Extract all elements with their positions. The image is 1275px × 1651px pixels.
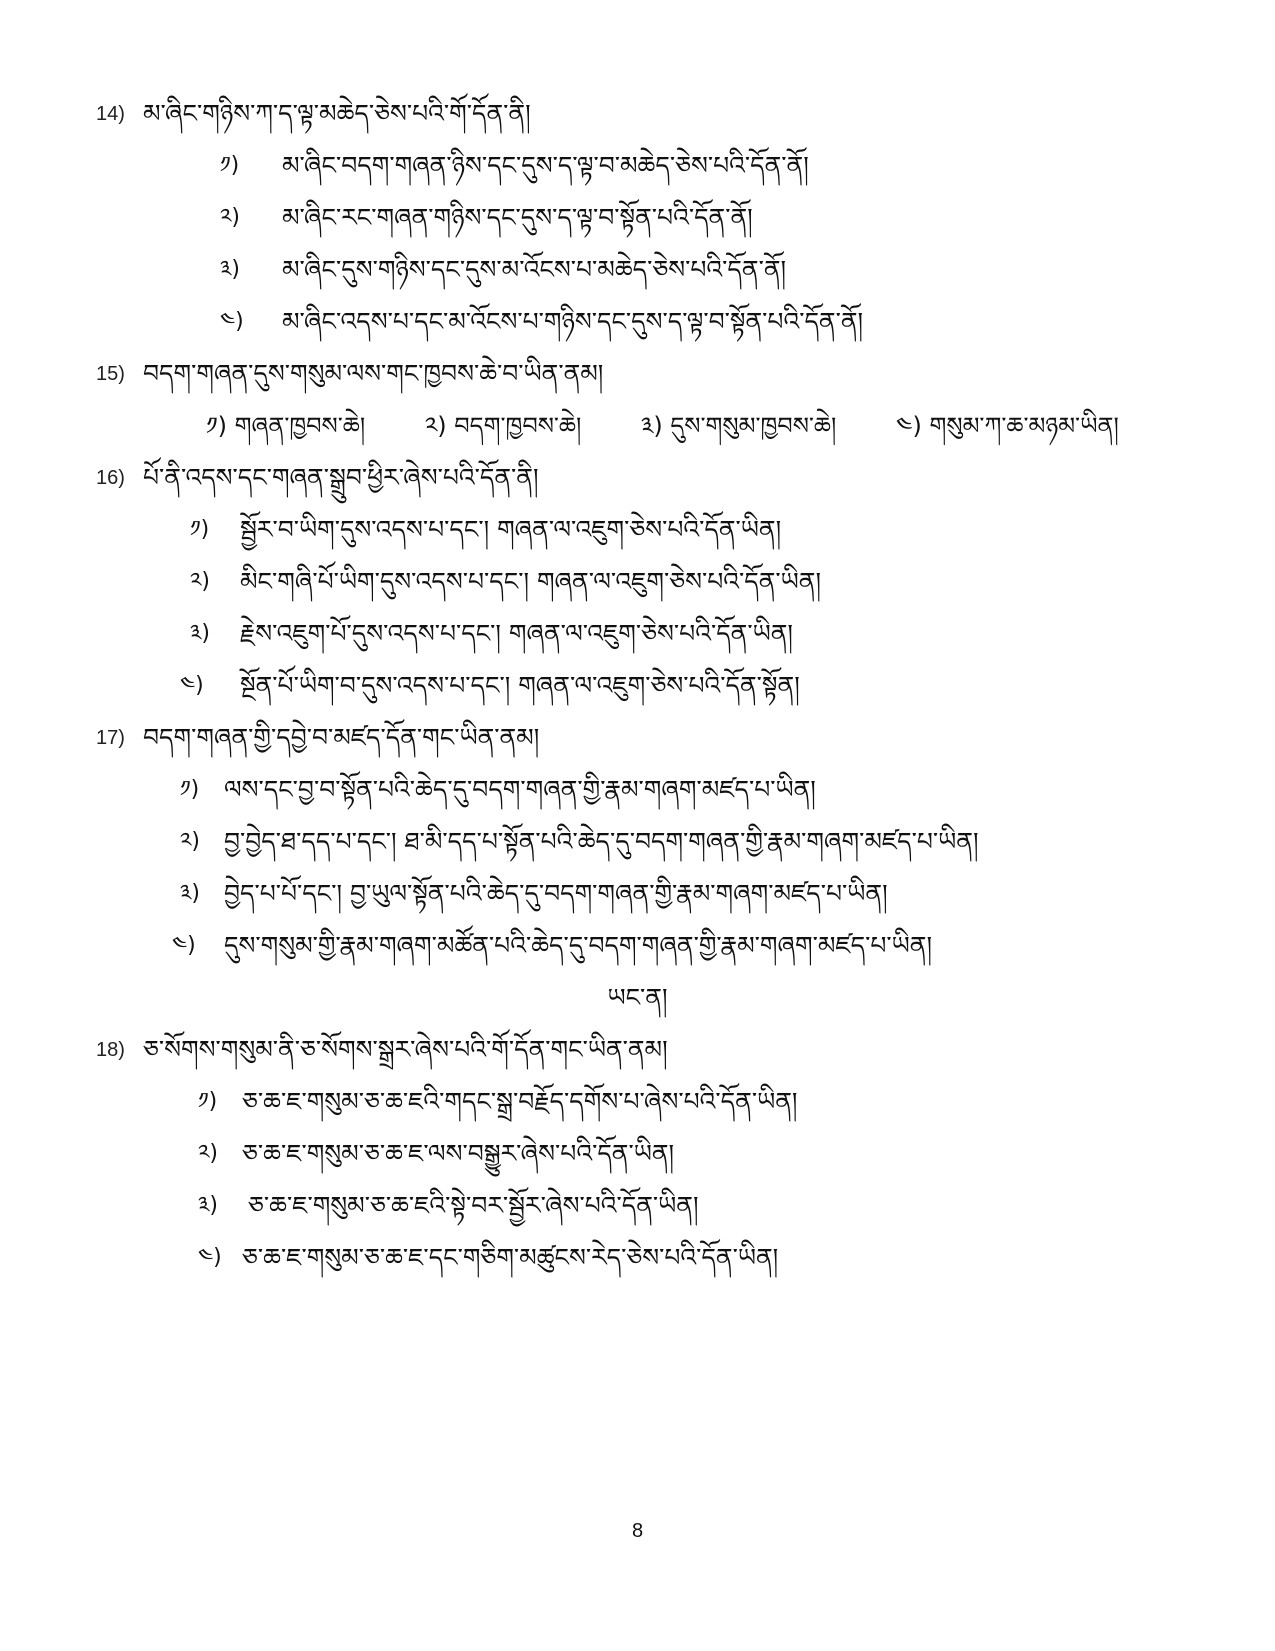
q15-option-3-label: ༣): [641, 412, 663, 440]
q15-option-3-text: དུས་གསུམ་ཁྱབས་ཆེ།: [670, 412, 837, 440]
q17-option-1-label: ༡): [180, 777, 200, 802]
q14-option-3-label: ༣): [220, 257, 240, 282]
q16-option-2-text: མིང་གཞི་པོ་ཡིག་དུས་འདས་པ་དང་། གཞན་ལ་འཇུག་ཅེས་པའི་དོན་ཡིན།: [240, 567, 822, 596]
q15-option-4-label: ༤): [896, 412, 922, 440]
q15-option-1-text: གཞན་ཁྱབས་ཆེ།: [234, 412, 366, 440]
question-17-number: 17): [96, 727, 125, 749]
question-18-number: 18): [96, 1039, 125, 1061]
q16-option-3-label: ༣): [190, 621, 210, 646]
question-14-number: 14): [96, 103, 125, 125]
q16-option-1-text: སྦྱོར་བ་ཡིག་དུས་འདས་པ་དང་། གཞན་ལ་འཇུག་ཅེས་པའི་དོན་ཡིན།: [240, 515, 782, 544]
q18-option-1-label: ༡): [198, 1089, 218, 1114]
q17-option-2-text: བྱ་བྱེད་ཐ་དད་པ་དང་། ཐ་མི་དད་པ་སྟོན་པའི་ཆེད་དུ་བདག་གཞན་གྱི་རྣམ་གཞག་མཛད་པ་ཡིན།: [224, 827, 979, 856]
question-16-text: པོ་ནི་འདས་དང་གཞན་སྒྲུབ་ཕྱིར་ཞེས་པའི་དོན་ནི།: [143, 463, 539, 492]
q15-option-2-text: བདག་ཁྱབས་ཆེ།: [454, 412, 582, 440]
q15-options-row: [206, 406, 1119, 446]
question-16-number: 16): [96, 467, 125, 489]
q18-option-3-label: ༣): [198, 1193, 218, 1218]
q18-option-4-label: ༤): [198, 1245, 222, 1270]
q14-option-1-text: མ་ཞིང་བདག་གཞན་ཉིས་དང་དུས་ད་ལྟ་བ་མཆེད་ཅེས་པའི་དོན་ནོ།: [282, 151, 809, 180]
q14-option-4-label: ༤): [220, 309, 244, 334]
q15-option-1-label: ༡): [206, 412, 227, 440]
q17-option-4-text: དུས་གསུམ་གྱི་རྣམ་གཞག་མཚོན་པའི་ཆེད་དུ་བདག་གཞན་གྱི་རྣམ་གཞག་མཛད་པ་ཡིན།: [224, 931, 933, 960]
q17-option-1-text: ལས་དང་བྱ་བ་སྟོན་པའི་ཆེད་དུ་བདག་གཞན་གྱི་རྣམ་གཞག་མཛད་པ་ཡིན།: [224, 775, 816, 804]
q18-option-2-label: ༢): [198, 1141, 218, 1166]
q14-option-2-text: མ་ཞིང་རང་གཞན་གཉིས་དང་དུས་ད་ལྟ་བ་སྟོན་པའི་དོན་ནོ།: [282, 203, 753, 232]
q14-option-3-text: མ་ཞིང་དུས་གཉིས་དང་དུས་མ་འོངས་པ་མཆེད་ཅེས་པའི་དོན་ནོ།: [282, 255, 787, 284]
q17-option-4-label: ༤): [172, 933, 196, 958]
q16-option-4-text: སྔོན་པོ་ཡིག་བ་དུས་འདས་པ་དང་། གཞན་ལ་འཇུག་ཅེས་པའི་དོན་སྟོན།: [240, 671, 800, 700]
q16-option-3-text: རྗེས་འཇུག་པོ་དུས་འདས་པ་དང་། གཞན་ལ་འཇུག་ཅེས་པའི་དོན་ཡིན།: [240, 619, 793, 648]
q17-option-2-label: ༢): [180, 829, 200, 854]
question-18-text: ཅ་སོགས་གསུམ་ནི་ཅ་སོགས་སྒྲར་ཞེས་པའི་གོ་དོན་གང་ཡིན་ནམ།: [143, 1035, 668, 1064]
q16-option-2-label: ༢): [190, 569, 210, 594]
q18-option-4-text: ཅ་ཆ་ཇ་གསུམ་ཅ་ཆ་ཇ་དང་གཅིག་མཚུངས་རེད་ཅེས་པའི་དོན་ཡིན།: [242, 1243, 779, 1272]
q16-option-1-label: ༡): [190, 517, 210, 542]
q17-option-3-text: བྱེད་པ་པོ་དང་། བྱ་ཡུལ་སྟོན་པའི་ཆེད་དུ་བདག་གཞན་གྱི་རྣམ་གཞག་མཛད་པ་ཡིན།: [224, 879, 888, 908]
q17-option-3-label: ༣): [180, 881, 200, 906]
question-14-text: མ་ཞིང་གཉིས་ཀ་ད་ལྟ་མཆེད་ཅེས་པའི་གོ་དོན་ནི།: [143, 99, 531, 128]
question-15-number: 15): [96, 363, 125, 385]
question-15-text: བདག་གཞན་དུས་གསུམ་ལས་གང་ཁྱབས་ཆེ་བ་ཡིན་ནམ།: [143, 359, 604, 388]
q18-option-2-text: ཅ་ཆ་ཇ་གསུམ་ཅ་ཆ་ཇ་ལས་བསྒྱུར་ཞེས་པའི་དོན་ཡིན།: [242, 1139, 675, 1168]
q16-option-4-label: ༤): [180, 673, 204, 698]
continuation-marker: ཡང་ན།: [607, 983, 668, 1012]
q14-option-2-label: ༢): [220, 205, 240, 230]
q15-option-4-text: གསུམ་ཀ་ཆ་མཉམ་ཡིན།: [929, 412, 1119, 440]
question-17-text: བདག་གཞན་གྱི་དབྱེ་བ་མཛད་དོན་གང་ཡིན་ནམ།: [143, 723, 540, 752]
q18-option-1-text: ཅ་ཆ་ཇ་གསུམ་ཅ་ཆ་ཇའི་གདང་སྒྲ་བརྗོད་དགོས་པ་ཞེས་པའི་དོན་ཡིན།: [242, 1087, 798, 1116]
page-number: 8: [631, 1520, 644, 1542]
q14-option-1-label: ༡): [220, 153, 240, 178]
q18-option-3-text: ཅ་ཆ་ཇ་གསུམ་ཅ་ཆ་ཇའི་སྟེ་བར་སྦྱོར་ཞེས་པའི་དོན་ཡིན།: [248, 1191, 699, 1220]
q14-option-4-text: མ་ཞིང་འདས་པ་དང་མ་འོངས་པ་གཉིས་དང་དུས་ད་ལྟ་བ་སྟོན་པའི་དོན་ནོ།: [282, 307, 864, 336]
q15-option-2-label: ༢): [424, 412, 447, 440]
